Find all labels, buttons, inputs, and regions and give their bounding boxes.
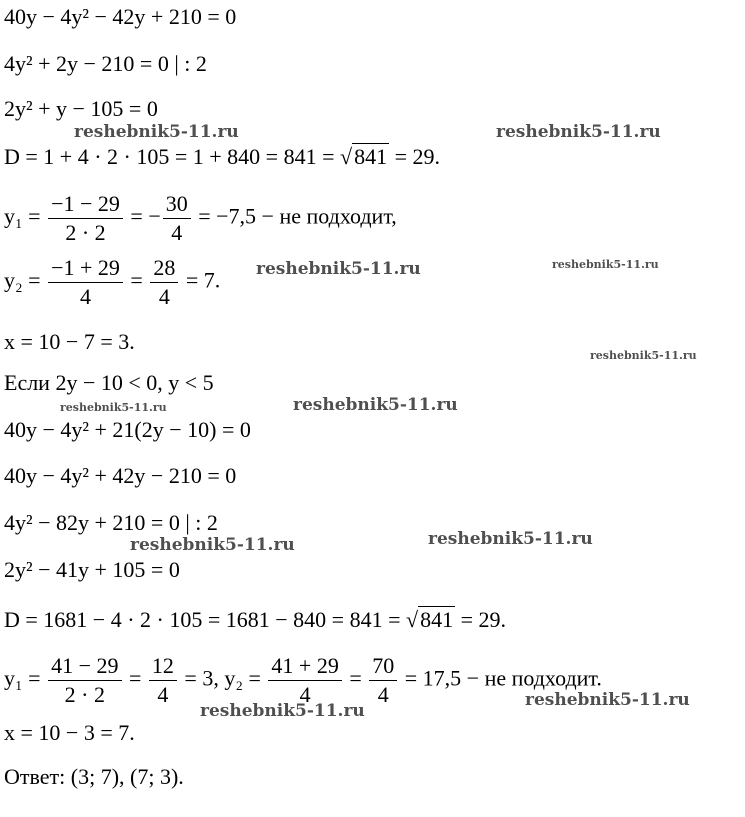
discriminant-text: D = 1 + 4 · 2 · 105 = 1 + 840 = 841 = bbox=[4, 144, 340, 169]
y2-label: y₂ = bbox=[4, 267, 47, 293]
y1-result: = −7,5 − не подходит, bbox=[192, 203, 397, 229]
eq-sign: = bbox=[123, 665, 147, 691]
root-y1-line bbox=[4, 193, 397, 244]
fraction-3: $\frac{-1 + 29}{4}$ bbox=[48, 257, 123, 308]
equation-line-1: 40y − 4y² − 42y + 210 = 0 bbox=[4, 4, 237, 29]
fraction-2: $\frac{30}{4}$ bbox=[163, 193, 191, 244]
x-value-line-1: x = 10 − 7 = 3. bbox=[4, 329, 135, 354]
equation-line-11: 4y² − 82y + 210 = 0 | : 2 bbox=[4, 510, 218, 535]
watermark: reshebnik5-11.ru bbox=[74, 122, 239, 142]
fraction-6: $\frac{12}{4}$ bbox=[149, 655, 177, 706]
square-root: √841 bbox=[339, 144, 388, 169]
eq-sign: = − bbox=[124, 203, 161, 229]
roots-line-2 bbox=[4, 655, 602, 706]
equation-line-3: 2y² + y − 105 = 0 bbox=[4, 96, 158, 121]
y1-label: y₁ = bbox=[4, 203, 47, 229]
discriminant-result: = 29. bbox=[455, 607, 506, 632]
watermark: reshebnik5-11.ru bbox=[428, 529, 593, 549]
x-value-line-2: x = 10 − 3 = 7. bbox=[4, 720, 135, 745]
fraction-1: $\frac{-1 - 29}{2 \cdot 2}$ bbox=[48, 193, 123, 244]
fraction-7: $\frac{41 + 29}{4}$ bbox=[268, 655, 341, 706]
watermark: reshebnik5-11.ru bbox=[60, 401, 167, 414]
equation-line-2: 4y² + 2y − 210 = 0 | : 2 bbox=[4, 51, 207, 76]
discriminant-line-1 bbox=[4, 146, 440, 168]
watermark: reshebnik5-11.ru bbox=[496, 122, 661, 142]
fraction-8: $\frac{70}{4}$ bbox=[369, 655, 397, 706]
equation-line-12: 2y² − 41y + 105 = 0 bbox=[4, 557, 180, 582]
y1-label: y₁ = bbox=[4, 665, 47, 691]
case-condition-line: Если 2y − 10 < 0, y < 5 bbox=[4, 370, 214, 395]
y2-result: = 17,5 − не подходит. bbox=[399, 665, 602, 691]
watermark: reshebnik5-11.ru bbox=[200, 701, 365, 721]
fraction-4: $\frac{28}{4}$ bbox=[150, 257, 178, 308]
watermark: reshebnik5-11.ru bbox=[293, 395, 458, 415]
watermark: reshebnik5-11.ru bbox=[552, 258, 659, 271]
eq-sign: = bbox=[124, 267, 149, 293]
equation-line-9: 40y − 4y² + 21(2y − 10) = 0 bbox=[4, 417, 251, 442]
discriminant-line-2 bbox=[4, 609, 506, 631]
y2-label: = 3, y₂ = bbox=[178, 665, 267, 691]
discriminant-text: D = 1681 − 4 · 2 · 105 = 1681 − 840 = 841 = bbox=[4, 607, 406, 632]
discriminant-result: = 29. bbox=[389, 144, 440, 169]
answer-line: Ответ: (3; 7), (7; 3). bbox=[4, 764, 184, 789]
y2-result: = 7. bbox=[180, 267, 221, 293]
watermark: reshebnik5-11.ru bbox=[525, 690, 690, 710]
watermark: reshebnik5-11.ru bbox=[256, 259, 421, 279]
equation-line-10: 40y − 4y² + 42y − 210 = 0 bbox=[4, 463, 237, 488]
square-root: √841 bbox=[405, 607, 454, 632]
root-y2-line bbox=[4, 257, 220, 308]
watermark: reshebnik5-11.ru bbox=[130, 535, 295, 555]
watermark: reshebnik5-11.ru bbox=[590, 349, 697, 362]
fraction-5: $\frac{41 - 29}{2 \cdot 2}$ bbox=[48, 655, 121, 706]
eq-sign: = bbox=[343, 665, 368, 691]
